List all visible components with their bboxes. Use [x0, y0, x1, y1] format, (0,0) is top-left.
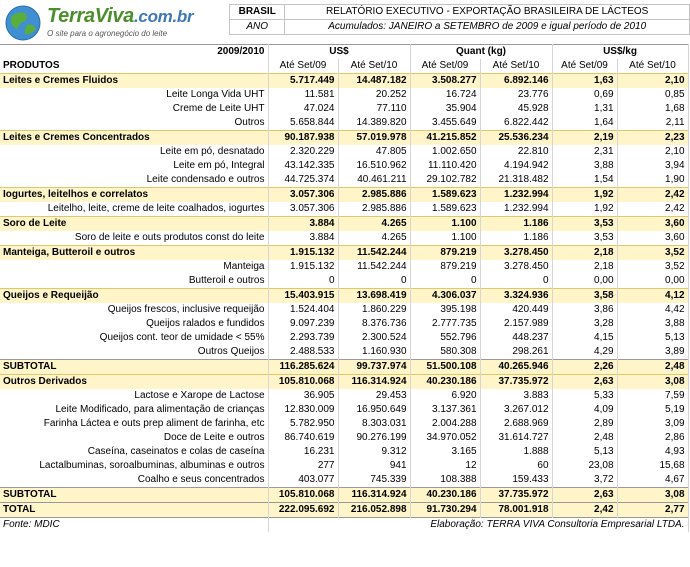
- value-cell: 298.261: [480, 345, 552, 360]
- subheader-col-1: Até Set/09: [268, 59, 338, 74]
- table-row: [0, 88, 688, 102]
- value-cell: 2,18: [552, 260, 617, 274]
- value-cell: 2.985.886: [338, 188, 410, 203]
- value-cell: 4,15: [552, 331, 617, 345]
- table-row: [0, 403, 688, 417]
- value-cell: 2,63: [552, 488, 617, 503]
- value-cell: 105.810.068: [268, 375, 338, 390]
- value-cell: 3,08: [617, 375, 688, 390]
- value-cell: 6.822.442: [480, 116, 552, 131]
- table-row: [0, 459, 688, 473]
- value-cell: 60: [480, 459, 552, 473]
- logo-tagline: O site para o agronegócio do leite: [47, 29, 168, 38]
- period-text: Acumulados: JANEIRO a SETEMBRO de 2009 e igual período de 2010: [285, 20, 690, 35]
- value-cell: 1.100: [410, 217, 480, 232]
- table-row: [0, 173, 688, 188]
- subheader-col-5: Até Set/09: [552, 59, 617, 74]
- value-cell: 3.267.012: [480, 403, 552, 417]
- table-footer: [0, 518, 688, 533]
- value-cell: 29.453: [338, 389, 410, 403]
- subheader-col-3: Até Set/09: [410, 59, 480, 74]
- value-cell: 1.186: [480, 231, 552, 246]
- usdkg-header: US$/kg: [552, 45, 688, 60]
- value-cell: 2.004.288: [410, 417, 480, 431]
- value-cell: 8.376.736: [338, 317, 410, 331]
- product-name: Outros Queijos: [0, 345, 268, 360]
- column-group-header: [0, 45, 688, 60]
- value-cell: 3.883: [480, 389, 552, 403]
- value-cell: 2.300.524: [338, 331, 410, 345]
- value-cell: 0,00: [617, 274, 688, 289]
- value-cell: 16.231: [268, 445, 338, 459]
- value-cell: 420.449: [480, 303, 552, 317]
- value-cell: 90.276.199: [338, 431, 410, 445]
- value-cell: 2.777.735: [410, 317, 480, 331]
- product-name: Leite em pó, desnatado: [0, 145, 268, 159]
- table-row: [0, 231, 688, 246]
- value-cell: 2,86: [617, 431, 688, 445]
- value-cell: 3,60: [617, 217, 688, 232]
- value-cell: 20.252: [338, 88, 410, 102]
- value-cell: 11.542.244: [338, 246, 410, 261]
- value-cell: 0,69: [552, 88, 617, 102]
- product-name: SUBTOTAL: [0, 360, 268, 375]
- category-row: [0, 289, 688, 304]
- value-cell: 25.536.234: [480, 131, 552, 146]
- value-cell: 4,09: [552, 403, 617, 417]
- value-cell: 3.884: [268, 231, 338, 246]
- table-row: [0, 260, 688, 274]
- value-cell: 11.581: [268, 88, 338, 102]
- table-row: [0, 417, 688, 431]
- value-cell: 22.810: [480, 145, 552, 159]
- value-cell: 14.389.820: [338, 116, 410, 131]
- product-name: Iogurtes, leitelhos e correlatos: [0, 188, 268, 203]
- column-subheader: [0, 59, 688, 74]
- exports-table: [0, 44, 689, 532]
- value-cell: 1,54: [552, 173, 617, 188]
- value-cell: 21.318.482: [480, 173, 552, 188]
- value-cell: 12.830.009: [268, 403, 338, 417]
- value-cell: 51.500.108: [410, 360, 480, 375]
- value-cell: 16.510.962: [338, 159, 410, 173]
- subheader-col-6: Até Set/10: [617, 59, 688, 74]
- value-cell: 2,26: [552, 360, 617, 375]
- product-name: Queijos e Requeijão: [0, 289, 268, 304]
- total-row: [0, 488, 688, 503]
- product-name: Leite condensado e outros: [0, 173, 268, 188]
- value-cell: 580.308: [410, 345, 480, 360]
- value-cell: 2,18: [552, 246, 617, 261]
- value-cell: 1,63: [552, 74, 617, 89]
- value-cell: 3,28: [552, 317, 617, 331]
- table-row: [0, 159, 688, 173]
- value-cell: 2,10: [617, 74, 688, 89]
- value-cell: 36.905: [268, 389, 338, 403]
- value-cell: 23,08: [552, 459, 617, 473]
- value-cell: 3,94: [617, 159, 688, 173]
- product-name: Queijos ralados e fundidos: [0, 317, 268, 331]
- value-cell: 11.542.244: [338, 260, 410, 274]
- product-name: Doce de Leite e outros: [0, 431, 268, 445]
- table-body: [0, 74, 688, 518]
- value-cell: 1.002.650: [410, 145, 480, 159]
- value-cell: 9.312: [338, 445, 410, 459]
- value-cell: 1.589.623: [410, 202, 480, 217]
- value-cell: 2,42: [617, 202, 688, 217]
- product-name: Lactalbuminas, soroalbuminas, albuminas e outros: [0, 459, 268, 473]
- value-cell: 2,42: [552, 503, 617, 518]
- value-cell: 11.110.420: [410, 159, 480, 173]
- value-cell: 2.320.229: [268, 145, 338, 159]
- value-cell: 3,88: [552, 159, 617, 173]
- total-row: [0, 503, 688, 518]
- value-cell: 2,48: [552, 431, 617, 445]
- value-cell: 3.324.936: [480, 289, 552, 304]
- value-cell: 47.805: [338, 145, 410, 159]
- table-row: [0, 274, 688, 289]
- value-cell: 2,63: [552, 375, 617, 390]
- value-cell: 2,77: [617, 503, 688, 518]
- product-name: Queijos frescos, inclusive requeijão: [0, 303, 268, 317]
- category-row: [0, 131, 688, 146]
- value-cell: 2,23: [617, 131, 688, 146]
- value-cell: 1.915.132: [268, 246, 338, 261]
- value-cell: 4,67: [617, 473, 688, 488]
- value-cell: 1,64: [552, 116, 617, 131]
- value-cell: 3,88: [617, 317, 688, 331]
- value-cell: 5,13: [552, 445, 617, 459]
- value-cell: 5,19: [617, 403, 688, 417]
- country-label: BRASIL: [230, 5, 285, 20]
- value-cell: 15,68: [617, 459, 688, 473]
- product-name: SUBTOTAL: [0, 488, 268, 503]
- value-cell: 40.461.211: [338, 173, 410, 188]
- value-cell: 5,33: [552, 389, 617, 403]
- years-label: 2009/2010: [0, 45, 268, 60]
- product-name: Butteroil e outros: [0, 274, 268, 289]
- value-cell: 35.904: [410, 102, 480, 116]
- table-row: [0, 445, 688, 459]
- value-cell: 116.314.924: [338, 375, 410, 390]
- value-cell: 395.198: [410, 303, 480, 317]
- subheader-col-4: Até Set/10: [480, 59, 552, 74]
- value-cell: 4,42: [617, 303, 688, 317]
- product-name: Leitelho, leite, creme de leite coalhados, iogurtes: [0, 202, 268, 217]
- value-cell: 1.100: [410, 231, 480, 246]
- value-cell: 4.194.942: [480, 159, 552, 173]
- value-cell: 2,19: [552, 131, 617, 146]
- value-cell: 1.160.930: [338, 345, 410, 360]
- table-row: [0, 473, 688, 488]
- product-name: Farinha Láctea e outs prep aliment de farinha, etc: [0, 417, 268, 431]
- product-name: Leite Longa Vida UHT: [0, 88, 268, 102]
- product-name: Caseína, caseinatos e colas de caseína: [0, 445, 268, 459]
- value-cell: 3.165: [410, 445, 480, 459]
- value-cell: 0: [338, 274, 410, 289]
- value-cell: 879.219: [410, 260, 480, 274]
- value-cell: 5.717.449: [268, 74, 338, 89]
- value-cell: 2.688.969: [480, 417, 552, 431]
- value-cell: 77.110: [338, 102, 410, 116]
- value-cell: 3,53: [552, 217, 617, 232]
- value-cell: 105.810.068: [268, 488, 338, 503]
- table-row: [0, 317, 688, 331]
- value-cell: 159.433: [480, 473, 552, 488]
- value-cell: 2.157.989: [480, 317, 552, 331]
- value-cell: 7,59: [617, 389, 688, 403]
- value-cell: 3.455.649: [410, 116, 480, 131]
- value-cell: 14.487.182: [338, 74, 410, 89]
- value-cell: 6.920: [410, 389, 480, 403]
- value-cell: 1,92: [552, 188, 617, 203]
- value-cell: 0,00: [552, 274, 617, 289]
- table-row: [0, 145, 688, 159]
- value-cell: 3.057.306: [268, 188, 338, 203]
- value-cell: 2,10: [617, 145, 688, 159]
- value-cell: 3,58: [552, 289, 617, 304]
- product-name: Queijos cont. teor de umidade < 55%: [0, 331, 268, 345]
- value-cell: 1.524.404: [268, 303, 338, 317]
- value-cell: 3,86: [552, 303, 617, 317]
- globe-icon: [3, 3, 43, 43]
- value-cell: 34.970.052: [410, 431, 480, 445]
- value-cell: 941: [338, 459, 410, 473]
- product-name: Leites e Cremes Fluidos: [0, 74, 268, 89]
- table-row: [0, 303, 688, 317]
- table-row: [0, 331, 688, 345]
- report-title: RELATÓRIO EXECUTIVO - EXPORTAÇÃO BRASILEIRA DE LÁCTEOS: [285, 5, 690, 20]
- value-cell: 1.232.994: [480, 202, 552, 217]
- value-cell: 0: [268, 274, 338, 289]
- value-cell: 3,60: [617, 231, 688, 246]
- category-row: [0, 188, 688, 203]
- value-cell: 3,08: [617, 488, 688, 503]
- value-cell: 9.097.239: [268, 317, 338, 331]
- value-cell: 3,52: [617, 260, 688, 274]
- value-cell: 1.915.132: [268, 260, 338, 274]
- value-cell: 29.102.782: [410, 173, 480, 188]
- value-cell: 43.142.335: [268, 159, 338, 173]
- product-name: Outros: [0, 116, 268, 131]
- value-cell: 45.928: [480, 102, 552, 116]
- table-row: [0, 345, 688, 360]
- value-cell: 5.782.950: [268, 417, 338, 431]
- category-row: [0, 217, 688, 232]
- value-cell: 6.892.146: [480, 74, 552, 89]
- table-row: [0, 102, 688, 116]
- product-name: Creme de Leite UHT: [0, 102, 268, 116]
- value-cell: 4.306.037: [410, 289, 480, 304]
- category-row: [0, 375, 688, 390]
- value-cell: 1,31: [552, 102, 617, 116]
- value-cell: 5,13: [617, 331, 688, 345]
- product-name: Lactose e Xarope de Lactose: [0, 389, 268, 403]
- value-cell: 222.095.692: [268, 503, 338, 518]
- value-cell: 90.187.938: [268, 131, 338, 146]
- value-cell: 0,85: [617, 88, 688, 102]
- value-cell: 1.186: [480, 217, 552, 232]
- category-row: [0, 74, 688, 89]
- value-cell: 116.285.624: [268, 360, 338, 375]
- value-cell: 3,09: [617, 417, 688, 431]
- value-cell: 4,93: [617, 445, 688, 459]
- value-cell: 3,52: [617, 246, 688, 261]
- value-cell: 12: [410, 459, 480, 473]
- value-cell: 1.888: [480, 445, 552, 459]
- value-cell: 5.658.844: [268, 116, 338, 131]
- value-cell: 40.265.946: [480, 360, 552, 375]
- value-cell: 745.339: [338, 473, 410, 488]
- value-cell: 2.488.533: [268, 345, 338, 360]
- subheader-col-2: Até Set/10: [338, 59, 410, 74]
- produtos-header: PRODUTOS: [0, 59, 268, 74]
- table-row: [0, 116, 688, 131]
- product-name: Leites e Cremes Concentrados: [0, 131, 268, 146]
- value-cell: 99.737.974: [338, 360, 410, 375]
- value-cell: 41.215.852: [410, 131, 480, 146]
- value-cell: 277: [268, 459, 338, 473]
- product-name: TOTAL: [0, 503, 268, 518]
- value-cell: 3.508.277: [410, 74, 480, 89]
- value-cell: 37.735.972: [480, 375, 552, 390]
- value-cell: 1.860.229: [338, 303, 410, 317]
- value-cell: 0: [410, 274, 480, 289]
- quant-header: Quant (kg): [410, 45, 552, 60]
- value-cell: 23.776: [480, 88, 552, 102]
- value-cell: 1.589.623: [410, 188, 480, 203]
- table-row: [0, 202, 688, 217]
- value-cell: 4,29: [552, 345, 617, 360]
- value-cell: 0: [480, 274, 552, 289]
- value-cell: 8.303.031: [338, 417, 410, 431]
- product-name: Manteiga, Butteroil e outros: [0, 246, 268, 261]
- value-cell: 1,90: [617, 173, 688, 188]
- value-cell: 1,68: [617, 102, 688, 116]
- logo-domain-text: .com.br: [134, 7, 194, 26]
- year-label: ANO: [230, 20, 285, 35]
- value-cell: 2,48: [617, 360, 688, 375]
- value-cell: 86.740.619: [268, 431, 338, 445]
- value-cell: 2,31: [552, 145, 617, 159]
- product-name: Manteiga: [0, 260, 268, 274]
- value-cell: 879.219: [410, 246, 480, 261]
- credit-note: Elaboração: TERRA VIVA Consultoria Empresarial LTDA.: [268, 518, 688, 533]
- value-cell: 91.730.294: [410, 503, 480, 518]
- product-name: Leite Modificado, para alimentação de crianças: [0, 403, 268, 417]
- value-cell: 2,89: [552, 417, 617, 431]
- value-cell: 448.237: [480, 331, 552, 345]
- product-name: Soro de Leite: [0, 217, 268, 232]
- value-cell: 2.985.886: [338, 202, 410, 217]
- value-cell: 116.314.924: [338, 488, 410, 503]
- value-cell: 16.950.649: [338, 403, 410, 417]
- value-cell: 4.265: [338, 217, 410, 232]
- value-cell: 2.293.739: [268, 331, 338, 345]
- table-row: [0, 431, 688, 445]
- product-name: Coalho e seus concentrados: [0, 473, 268, 488]
- total-row: [0, 360, 688, 375]
- value-cell: 403.077: [268, 473, 338, 488]
- value-cell: 1,92: [552, 202, 617, 217]
- logo-brand-text: TerraViva: [47, 5, 134, 27]
- value-cell: 15.403.915: [268, 289, 338, 304]
- value-cell: 1.232.994: [480, 188, 552, 203]
- source-note: Fonte: MDIC: [0, 518, 268, 533]
- terraviva-logo[interactable]: [3, 3, 227, 43]
- table-row: [0, 389, 688, 403]
- value-cell: 3.278.450: [480, 246, 552, 261]
- value-cell: 37.735.972: [480, 488, 552, 503]
- value-cell: 40.230.186: [410, 375, 480, 390]
- value-cell: 47.024: [268, 102, 338, 116]
- value-cell: 4.265: [338, 231, 410, 246]
- value-cell: 44.725.374: [268, 173, 338, 188]
- value-cell: 3,72: [552, 473, 617, 488]
- value-cell: 216.052.898: [338, 503, 410, 518]
- product-name: Leite em pó, Integral: [0, 159, 268, 173]
- value-cell: 3.278.450: [480, 260, 552, 274]
- value-cell: 3.884: [268, 217, 338, 232]
- value-cell: 78.001.918: [480, 503, 552, 518]
- value-cell: 2,11: [617, 116, 688, 131]
- category-row: [0, 246, 688, 261]
- value-cell: 4,12: [617, 289, 688, 304]
- value-cell: 108.388: [410, 473, 480, 488]
- product-name: Outros Derivados: [0, 375, 268, 390]
- value-cell: 13.698.419: [338, 289, 410, 304]
- product-name: Soro de leite e outs produtos const do leite: [0, 231, 268, 246]
- value-cell: 3,89: [617, 345, 688, 360]
- value-cell: 3.137.361: [410, 403, 480, 417]
- value-cell: 552.796: [410, 331, 480, 345]
- report-header: [229, 4, 690, 35]
- value-cell: 3,53: [552, 231, 617, 246]
- value-cell: 16.724: [410, 88, 480, 102]
- value-cell: 40.230.186: [410, 488, 480, 503]
- value-cell: 31.614.727: [480, 431, 552, 445]
- value-cell: 57.019.978: [338, 131, 410, 146]
- value-cell: 2,42: [617, 188, 688, 203]
- logo-brand: [47, 5, 193, 28]
- value-cell: 3.057.306: [268, 202, 338, 217]
- usd-header: US$: [268, 45, 410, 60]
